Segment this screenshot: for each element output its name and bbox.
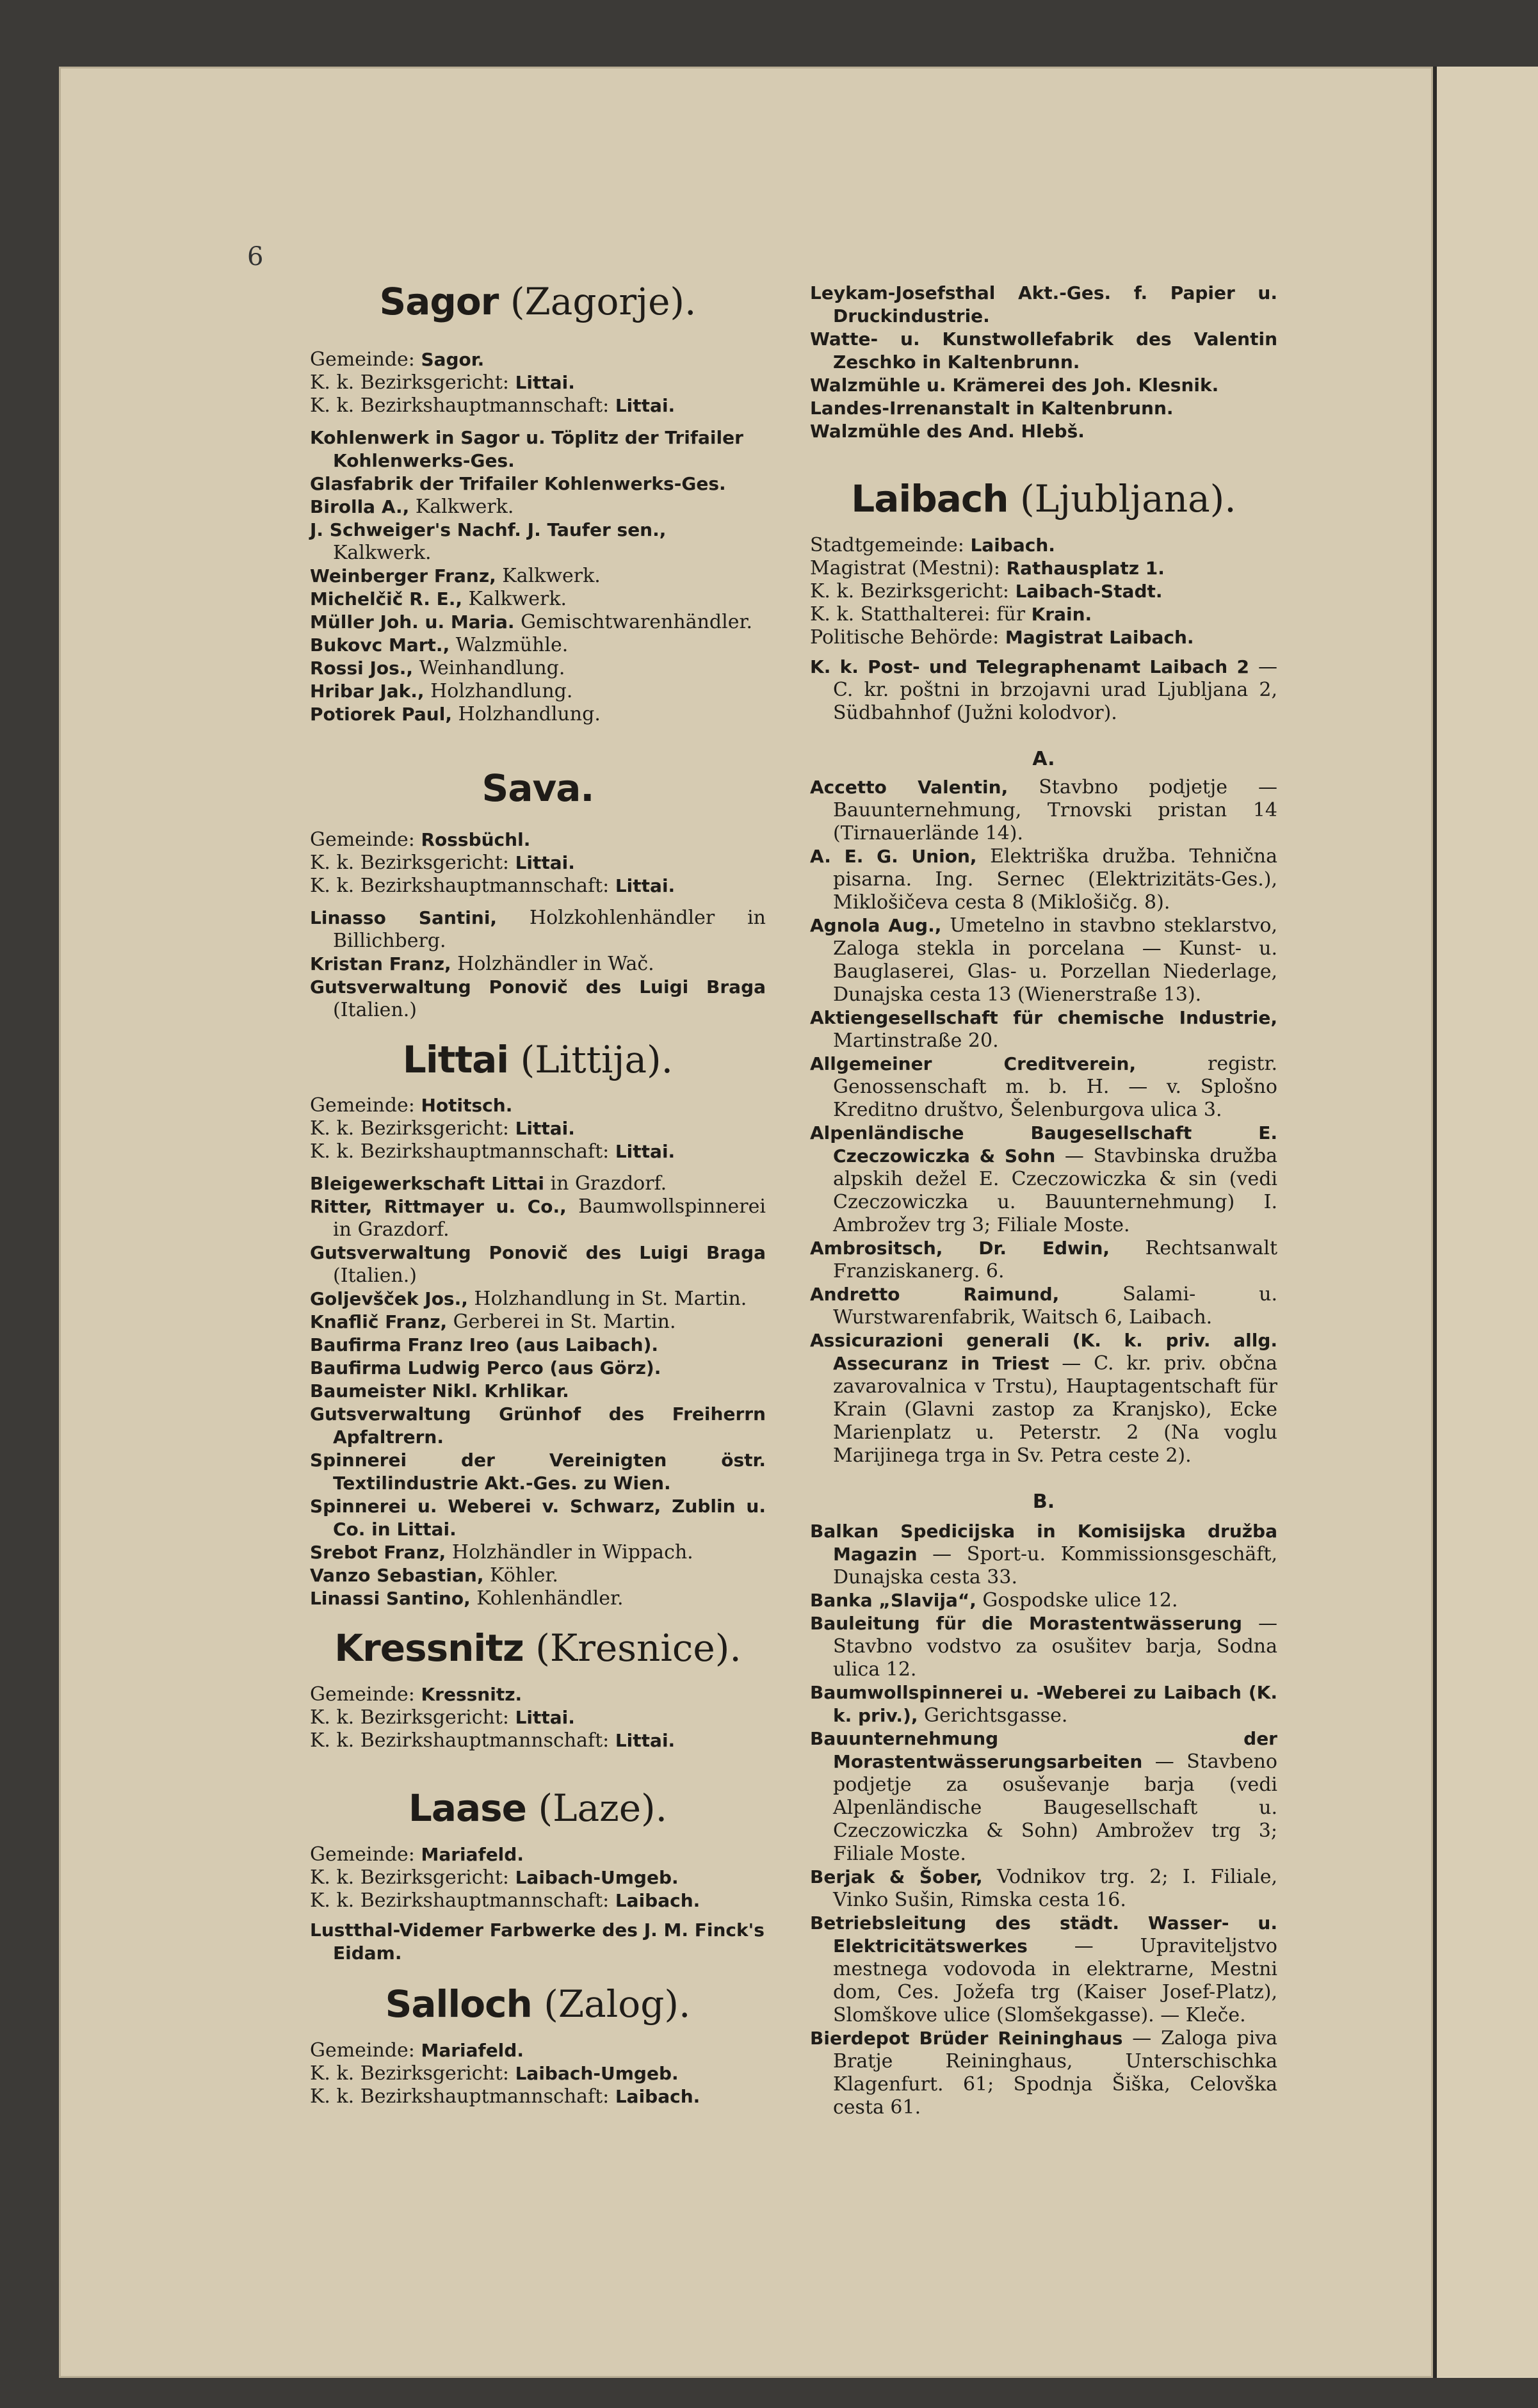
entry-description: Kalkwerk. (409, 495, 514, 518)
info-line: K. k. Bezirksgericht: Laibach-Stadt. (810, 579, 1163, 602)
entry-name: Bauleitung für die Morastentwässerung (810, 1612, 1242, 1634)
entry-description: — Stavbinska družba alpskih dežel E. Czeczowiczka & sin (vedi Czeczowiczka u. Bauunternehmung) I. Ambrožev trg 3; Filiale Moste. (833, 1144, 1277, 1236)
entry-name: Andretto Raimund, (810, 1283, 1060, 1305)
directory-entry (310, 703, 766, 726)
gericht-line: K. k. Bezirksgericht: Littai. (310, 371, 575, 394)
letter-heading-b: B. (1032, 1490, 1055, 1513)
entry-name: Lustthal-Videmer Farbwerke des J. M. Finck's Eidam. (310, 1919, 765, 1964)
entry-name: Alpenländische Baugesellschaft E. Czeczowiczka & Sohn (810, 1122, 1277, 1167)
directory-entry (310, 1380, 766, 1403)
entry-description: Elektriška družba. Tehnična pisarna. Ing. Sernec (Elektrizitäts-Ges.), Miklošičeva cesta 8 (Miklošičg. 8). (833, 844, 1277, 914)
entry-description: Vodnikov trg. 2; I. Filiale, Vinko Sušin, Rimska cesta 16. (833, 1865, 1277, 1911)
section-laase (310, 1788, 766, 1965)
directory-entry (310, 953, 766, 976)
entry-description: — Stavbeno podjetje za osuševanje barja (vedi Alpenländische Baugesellschaft u. Czeczowiczka & Sohn) Ambrožev trg 3; Filiale Moste. (833, 1750, 1277, 1865)
right-column (810, 282, 1277, 2119)
section-kressnitz (310, 1628, 766, 1752)
entry-name: Berjak & Šober, (810, 1866, 983, 1887)
letter-heading-a: A. (1032, 747, 1055, 770)
directory-entry (810, 374, 1277, 397)
section-title: Littai (Littija). (402, 1037, 674, 1081)
entry-description: Kalkwerk. (333, 541, 432, 564)
section-laibach (810, 479, 1277, 725)
directory-entry (810, 1727, 1277, 1866)
entry-name: Ambrositsch, Dr. Edwin, (810, 1237, 1110, 1259)
entry-name: Goljevšček Jos., (310, 1288, 468, 1310)
section-title: Kressnitz (Kresnice). (334, 1626, 741, 1670)
directory-entry (810, 1589, 1277, 1612)
haupt-line: K. k. Bezirkshauptmannschaft: Littai. (310, 874, 676, 897)
info-line: Magistrat (Mestni): Rathausplatz 1. (810, 556, 1165, 579)
directory-entry (810, 2027, 1277, 2119)
directory-entry (310, 1311, 766, 1334)
directory-entry (810, 1681, 1277, 1727)
entry-name: Landes-Irrenanstalt in Kaltenbrunn. (810, 398, 1174, 419)
entry-name: Balkan Spedicijska in Komisijska družba Magazin (810, 1520, 1277, 1565)
entry-name: Vanzo Sebastian, (310, 1565, 484, 1587)
entry-name: Glasfabrik der Trifailer Kohlenwerks-Ges. (310, 473, 726, 494)
gemeinde-line: Gemeinde: Sagor. (310, 348, 485, 371)
gericht-line: K. k. Bezirksgericht: Littai. (310, 851, 575, 874)
directory-entry (810, 1122, 1277, 1237)
gericht-line: K. k. Bezirksgericht: Laibach-Umgeb. (310, 1866, 679, 1889)
entry-description: Holzkohlenhändler in Billichberg. (333, 906, 766, 952)
entry-name: Betriebsleitung des städt. Wasser- u. Elektricitätswerkes (810, 1912, 1277, 1957)
entry-description: — Stavbno vodstvo za osušitev barja, Sodna ulica 12. (833, 1612, 1277, 1681)
entry-name: Gutsverwaltung Ponovič des Luigi Braga (310, 976, 766, 998)
directory-entry (310, 426, 766, 473)
entry-name: Walzmühle u. Krämerei des Joh. Klesnik. (810, 375, 1219, 396)
entry-description: Holzhandlung. (451, 702, 601, 725)
gemeinde-line: Gemeinde: Rossbüchl. (310, 828, 531, 851)
entry-name: Knaflič Franz, (310, 1311, 448, 1333)
entry-description: Holzhandlung in St. Martin. (467, 1288, 747, 1311)
section-title: Laibach (Ljubljana). (851, 477, 1236, 521)
entry-name: J. Schweiger's Nachf. J. Taufer sen., (310, 519, 667, 540)
directory-entry (810, 1866, 1277, 1912)
entry-description: Umetelno in stavbno steklarstvo, Zaloga stekla in porcelana — Kunst- u. Bauglaserei, Glas- u. Porzellan Niederlage, Dunajska cesta 13 (Wienerstraße 13). (833, 914, 1278, 1006)
section-title: Salloch (Zalog). (385, 1982, 691, 2026)
entry-description: Köhler. (483, 1564, 558, 1587)
entry-description: Holzhändler in Wippach. (446, 1541, 693, 1564)
entry-list (310, 1172, 766, 1610)
entry-name: Potiorek Paul, (310, 703, 452, 725)
entry-name: Baufirma Franz Ireo (aus Laibach). (310, 1334, 659, 1356)
entry-description: Baumwollspinnerei in Grazdorf. (333, 1195, 766, 1241)
haupt-line: K. k. Bezirkshauptmannschaft: Laibach. (310, 1889, 700, 1912)
entry-name: Agnola Aug., (810, 914, 942, 936)
haupt-line: K. k. Bezirkshauptmannschaft: Laibach. (310, 2085, 700, 2108)
directory-entry (310, 1403, 766, 1449)
entry-name: Kohlenwerk in Sagor u. Töplitz der Trifailer Kohlenwerks-Ges. (310, 426, 743, 471)
page-number: 6 (247, 242, 264, 271)
entry-name: Linassi Santino, (310, 1588, 471, 1610)
entry-description: Kohlenhändler. (470, 1587, 624, 1610)
next-page-edge (1433, 67, 1538, 2378)
entry-name: Bukovc Mart., (310, 634, 450, 656)
gemeinde-line: Gemeinde: Hotitsch. (310, 1094, 513, 1117)
directory-entry (310, 588, 766, 611)
directory-entry (810, 1006, 1277, 1053)
post-office-entry: K. k. Post- und Telegraphenamt Laibach 2 — C. kr. poštni in brzojavni urad Ljubljana 2, Südbahnhof (Južni kolodvor). (810, 655, 1278, 724)
section-sava (310, 768, 766, 1022)
section-salloch (310, 1984, 766, 2108)
entry-name: Kristan Franz, (310, 953, 451, 974)
entry-description: Weinhandlung. (413, 656, 565, 679)
section-littai (310, 1037, 766, 1611)
entry-list (310, 1919, 766, 1965)
entry-name: Allgemeiner Creditverein, (810, 1053, 1137, 1074)
entry-name: Hribar Jak., (310, 680, 425, 702)
entry-description: registr. Genossenschaft m. b. H. — v. Splošno Kreditno društvo, Šelenburgova ulica 3. (833, 1052, 1277, 1121)
entry-description: — Zaloga piva Bratje Reininghaus, Unterschischka Klagenfurt. 61; Spodnja Šiška, Celovška cesta 61. (833, 2026, 1277, 2119)
section-sagor (310, 282, 766, 726)
entry-name: Ritter, Rittmayer u. Co., (310, 1196, 567, 1218)
directory-entry (310, 1288, 766, 1311)
entry-name: Baufirma Ludwig Perco (aus Görz). (310, 1357, 661, 1379)
entry-name: Srebot Franz, (310, 1542, 446, 1564)
section-title: Sagor (Zagorje). (379, 280, 697, 323)
entry-description: in Grazdorf. (544, 1172, 667, 1195)
entry-description: — C. kr. priv. občna zavarovalnica v Trstu), Hauptagentschaft für Krain (Glavni zastop za Kranjsko), Ecke Marienplatz u. Peterstr. 2 (Na voglu Marijinega trga in Sv. Petra ceste 2). (833, 1352, 1277, 1467)
section-title: Sava. (482, 766, 594, 810)
entry-name: Spinnerei der Vereinigten östr. Textilindustrie Akt.-Ges. zu Wien. (310, 1450, 766, 1494)
entry-name: Müller Joh. u. Maria. (310, 611, 515, 633)
directory-entry (310, 1334, 766, 1357)
gericht-line: K. k. Bezirksgericht: Littai. (310, 1706, 575, 1729)
directory-entry (310, 1449, 766, 1495)
directory-entry (810, 282, 1277, 328)
entry-description: Gerberei in St. Martin. (447, 1311, 676, 1334)
entry-name: Gutsverwaltung Ponovič des Luigi Braga (310, 1242, 766, 1264)
directory-entry (810, 1237, 1277, 1283)
directory-entry (310, 1195, 766, 1241)
gericht-line: K. k. Bezirksgericht: Laibach-Umgeb. (310, 2062, 679, 2085)
entry-description: Salami- u. Wurstwarenfabrik, Waitsch 6, Laibach. (833, 1282, 1277, 1329)
entry-description: Kalkwerk. (462, 587, 567, 610)
info-line: Politische Behörde: Magistrat Laibach. (810, 626, 1194, 649)
entry-description: Gospodske ulice 12. (976, 1588, 1178, 1612)
directory-entry (810, 328, 1277, 374)
entry-name: Baumwollspinnerei u. -Weberei zu Laibach (K. k. priv.), (810, 1681, 1277, 1726)
directory-entry (310, 1357, 766, 1380)
entry-name: Bauunternehmung der Morastentwässerungsarbeiten (810, 1727, 1277, 1772)
entry-name: Gutsverwaltung Grünhof des Freiherrn Apfaltrern. (310, 1403, 766, 1448)
entry-name: Rossi Jos., (310, 657, 414, 679)
directory-entry (310, 657, 766, 680)
entry-description: Gemischtwarenhändler. (514, 610, 753, 633)
entry-name: Watte- u. Kunstwollefabrik des Valentin Zeschko in Kaltenbrunn. (810, 328, 1277, 373)
gericht-line: K. k. Bezirksgericht: Littai. (310, 1117, 575, 1140)
directory-entry (810, 420, 1277, 443)
info-line: K. k. Statthalterei: für Krain. (810, 602, 1092, 626)
entry-description: Rechtsanwalt Franziskanerg. 6. (833, 1236, 1278, 1282)
directory-entry (810, 914, 1277, 1006)
entry-name: Bleigewerkschaft Littai (310, 1173, 544, 1195)
entry-name: Leykam-Josefsthal Akt.-Ges. f. Papier u. Druckindustrie. (810, 282, 1277, 327)
entry-name: Accetto Valentin, (810, 776, 1008, 798)
directory-entry (310, 519, 766, 565)
directory-entry (310, 473, 766, 496)
directory-entry (810, 845, 1277, 914)
entry-name: Baumeister Nikl. Krhlikar. (310, 1380, 569, 1402)
entry-description: Gerichtsgasse. (918, 1704, 1068, 1727)
directory-entry (810, 1612, 1277, 1681)
entry-name: A. E. G. Union, (810, 845, 977, 867)
entry-list (310, 426, 766, 726)
directory-entry (310, 496, 766, 519)
info-line: Stadtgemeinde: Laibach. (810, 533, 1055, 556)
directory-entry (310, 1541, 766, 1564)
entry-name: Spinnerei u. Weberei v. Schwarz, Zublin u. Co. in Littai. (310, 1496, 766, 1540)
left-column (310, 282, 766, 2108)
entry-description: (Italien.) (333, 1265, 417, 1288)
directory-entry (310, 1587, 766, 1610)
entry-description: — Upraviteljstvo mestnega vodovoda in elektrarne, Mestni dom, Ces. Jožefa trg (Kaiser Josef-Platz), Slomškove ulice (Slomšekgasse). — Kleče. (833, 1934, 1277, 2026)
directory-entry (810, 1283, 1277, 1329)
directory-entry (310, 680, 766, 703)
directory-entry (310, 611, 766, 634)
haupt-line: K. k. Bezirkshauptmannschaft: Littai. (310, 1140, 676, 1163)
entry-name: Aktiengesellschaft für chemische Industrie, (810, 1006, 1277, 1028)
entry-list (310, 907, 766, 1022)
entry-list (810, 776, 1277, 1467)
entry-name: Assicurazioni generali (K. k. priv. allg. Assecuranz in Triest (810, 1329, 1277, 1374)
directory-entry (310, 1172, 766, 1195)
entry-name: Birolla A., (310, 496, 410, 517)
directory-entry (810, 1912, 1277, 2027)
directory-entry (310, 1564, 766, 1587)
directory-entry (310, 976, 766, 1022)
directory-entry (810, 776, 1277, 845)
entry-description: Holzhändler in Wač. (451, 952, 654, 975)
entry-description: Stavbno podjetje — Bauunternehmung, Trnovski pristan 14 (Tirnauerlände 14). (833, 775, 1277, 844)
entry-description: (Italien.) (333, 998, 417, 1021)
directory-entry (310, 1495, 766, 1541)
entry-description: Kalkwerk. (496, 564, 601, 587)
entry-description: Holzhandlung. (424, 679, 573, 702)
entry-description: Martinstraße 20. (833, 1029, 999, 1052)
directory-entry (310, 634, 766, 657)
directory-entry (310, 565, 766, 588)
entry-name: Weinberger Franz, (310, 565, 496, 586)
directory-entry (810, 1329, 1277, 1467)
gemeinde-line: Gemeinde: Mariafeld. (310, 1843, 524, 1866)
section-title: Laase (Laze). (408, 1786, 668, 1830)
directory-entry (810, 397, 1277, 420)
entry-name: Banka „Slavija“, (810, 1589, 976, 1611)
entry-description: — Sport-u. Kommissionsgeschäft, Dunajska cesta 33. (833, 1542, 1277, 1588)
entry-name: Michelčič R. E., (310, 588, 462, 610)
directory-entry (810, 1053, 1277, 1122)
entry-description: Walzmühle. (449, 633, 569, 656)
haupt-line: K. k. Bezirkshauptmannschaft: Littai. (310, 1729, 676, 1752)
directory-entry (310, 1919, 766, 1965)
gemeinde-line: Gemeinde: Mariafeld. (310, 2039, 524, 2062)
gemeinde-line: Gemeinde: Kressnitz. (310, 1683, 522, 1706)
entry-name: Bierdepot Brüder Reininghaus (810, 2027, 1123, 2049)
haupt-line: K. k. Bezirkshauptmannschaft: Littai. (310, 394, 676, 417)
entry-list (810, 1520, 1277, 2119)
entry-list (810, 282, 1277, 443)
entry-name: Walzmühle des And. Hlebš. (810, 421, 1085, 442)
directory-entry (810, 1520, 1277, 1589)
directory-entry (310, 907, 766, 953)
entry-name: Linasso Santini, (310, 907, 498, 928)
directory-entry (310, 1241, 766, 1288)
